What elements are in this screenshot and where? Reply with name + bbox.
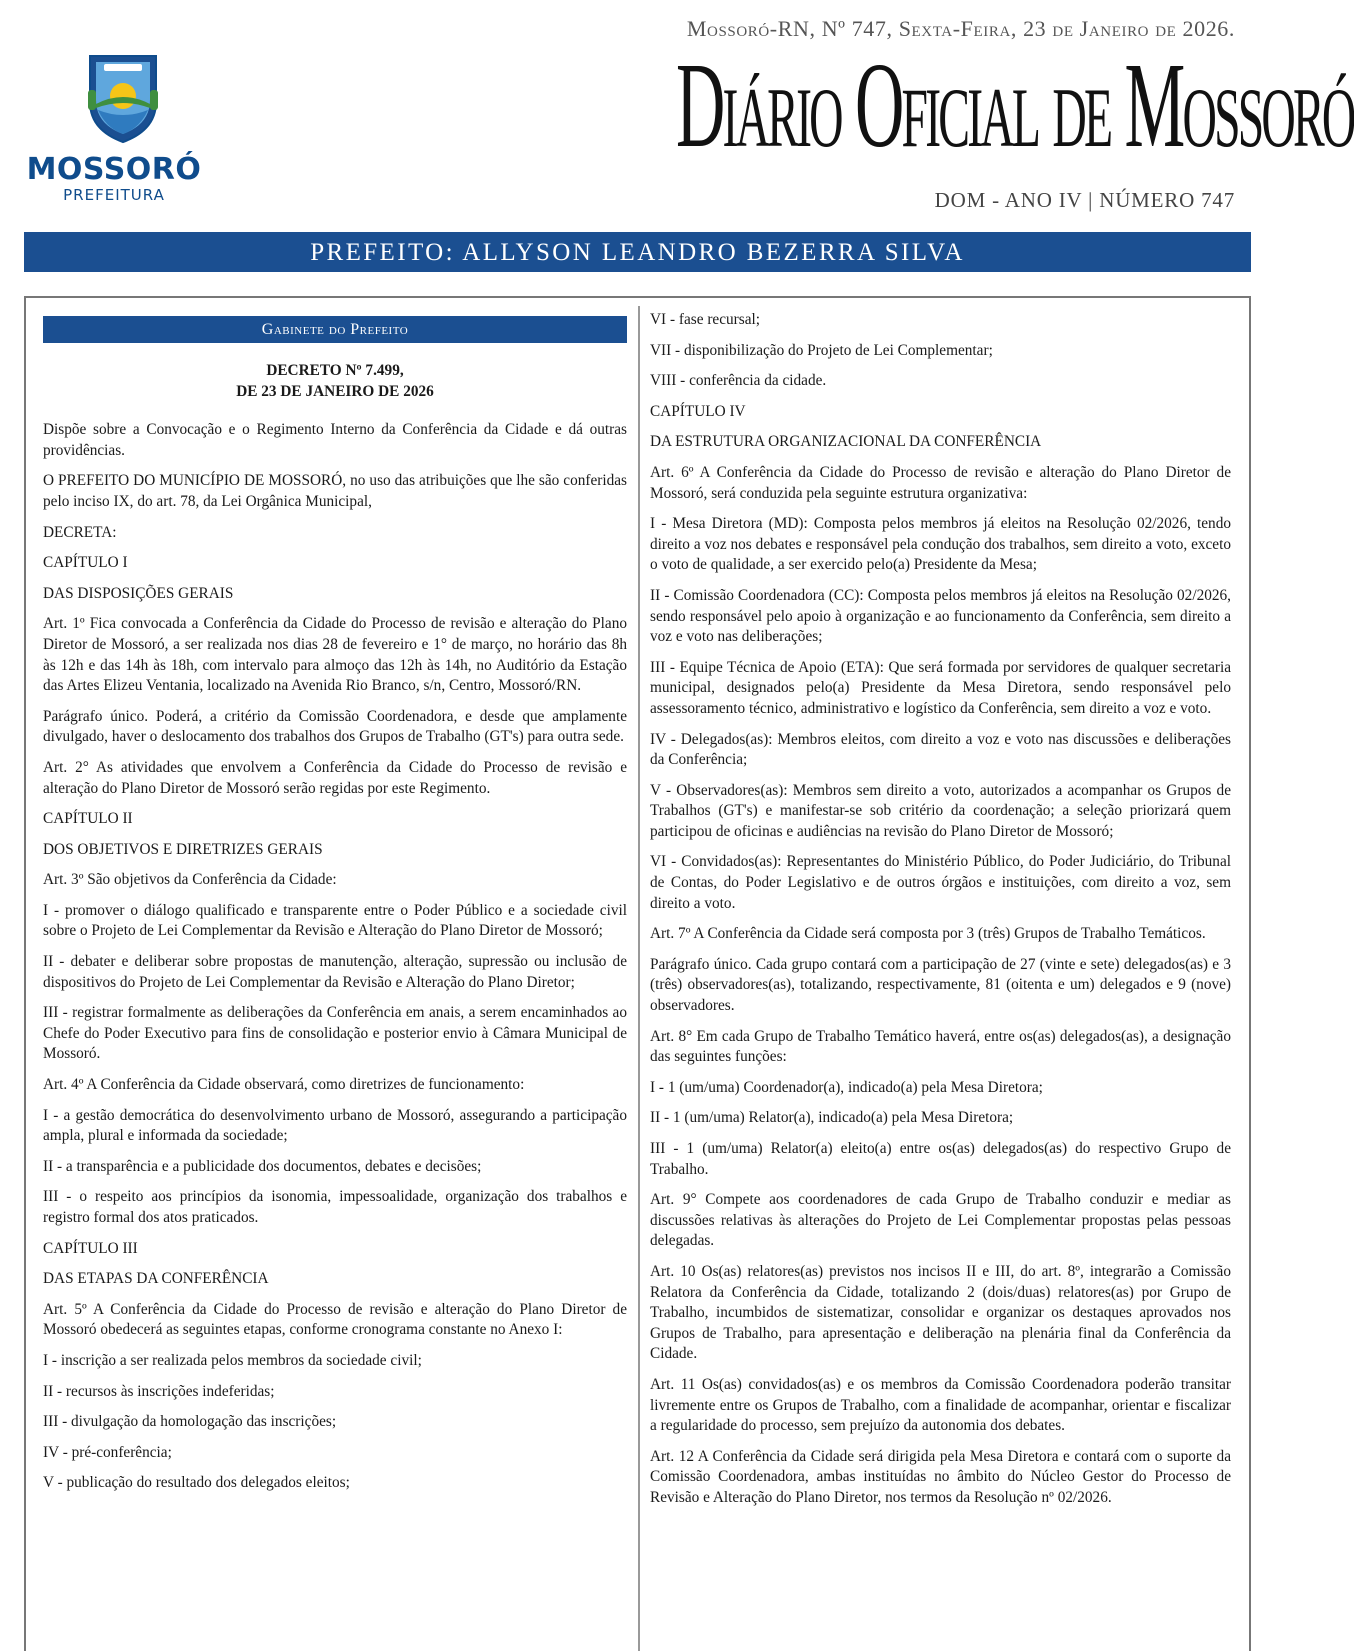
chapter-heading: CAPÍTULO I (43, 554, 128, 572)
paragraph: Art. 9° Compete aos coordenadores de cada Grupo de Trabalho conduzir e mediar as discussões relativas às alterações do Projeto de Lei Complementar propostas pelas pessoas delegadas. (650, 1191, 1231, 1250)
paragraph: VI - fase recursal; (650, 311, 760, 328)
paragraph: II - debater e deliberar sobre propostas de manutenção, alteração, supressão ou inclusão de dispositivos do Projeto de Lei Complementar da Revisão e Alteração do Plano Diretor; (43, 953, 627, 991)
paragraph: Art. 12 A Conferência da Cidade será dirigida pela Mesa Diretora e contará com o suporte da Comissão Coordenadora, ambas instituídas no âmbito do Núcleo Gestor do Processo de Revisão e Alteração do Plano Diretor, nos termos da Resolução nº 02/2026. (650, 1447, 1231, 1506)
chapter-title: DAS DISPOSIÇÕES GERAIS (43, 584, 234, 602)
decree-title (43, 361, 627, 402)
city-crest-icon (84, 50, 162, 146)
paragraph: Art. 7º A Conferência da Cidade será composta por 3 (três) Grupos de Trabalho Temáticos. (650, 925, 1206, 943)
logo-subtitle: PREFEITURA (63, 186, 165, 204)
paragraph: DECRETA: (43, 523, 117, 541)
mayor-band: PREFEITO: ALLYSON LEANDRO BEZERRA SILVA (24, 232, 1251, 272)
chapter-title: DOS OBJETIVOS E DIRETRIZES GERAIS (43, 840, 323, 858)
paragraph: I - Mesa Diretora (MD): Composta pelos membros já eleitos na Resolução 02/2026, tendo direito a voz nos debates e responsável pela condução dos trabalhos, sem direito a voto, exceto o voto de qualidade, a ser exercido pelo(a) Presidente da Mesa; (650, 515, 1231, 574)
masthead-title: Diário Oficial de Mossoró (676, 38, 1354, 173)
chapter-heading: CAPÍTULO IV (650, 402, 746, 420)
page-header (0, 0, 1354, 290)
paragraph: I - 1 (um/uma) Coordenador(a), indicado(a) pela Mesa Diretora; (650, 1078, 1043, 1096)
paragraph: Art. 2° As atividades que envolvem a Conferência da Cidade do Processo de revisão e alteração do Plano Diretor de Mossoró serão regidas por este Regimento. (43, 758, 627, 797)
paragraph: III - registrar formalmente as deliberações da Conferência em anais, a serem encaminhados ao Chefe do Poder Executivo para fins de consolidação e posterior envio à Câmara Municipal de Mossoró. (43, 1004, 627, 1063)
column-divider (638, 306, 640, 1651)
paragraph: IV - Delegados(as): Membros eleitos, com direito a voz e voto nas discussões e deliberações da Conferência; (650, 730, 1231, 769)
paragraph: V - Observadores(as): Membros sem direito a voto, autorizados a acompanhar os Grupos de Trabalhos (GT's) e manifestar-se sob critério da coordenação; a seleção priorizará quem participou de oficinas e audiências na revisão do Plano Diretor de Mossoró; (650, 781, 1231, 840)
paragraph: Parágrafo único. Poderá, a critério da Comissão Coordenadora, e desde que amplamente divulgado, haver o deslocamento dos trabalhos dos Grupos de Trabalho (GT's) para outra sede. (43, 707, 627, 746)
paragraph: V - publicação do resultado dos delegados eleitos; (43, 1474, 350, 1492)
paragraph: O PREFEITO DO MUNICÍPIO DE MOSSORÓ, no uso das atribuições que lhe são conferidas pelo inciso IX, do art. 78, da Lei Orgânica Municipal, (43, 472, 627, 510)
paragraph: Parágrafo único. Cada grupo contará com a participação de 27 (vinte e sete) delegados(as) e 3 (três) observadores(as), totalizando, respectivamente, 81 (oitenta e um) delegados e 9 (nove) observadores. (650, 955, 1231, 1015)
paragraph: VII - disponibilização do Projeto de Lei Complementar; (650, 341, 993, 359)
paragraph: III - 1 (um/uma) Relator(a) eleito(a) entre os(as) delegados(as) do respectivo Grupo de Trabalho. (650, 1140, 1231, 1178)
paragraph: Art. 4º A Conferência da Cidade observará, como diretrizes de funcionamento: (43, 1076, 525, 1094)
prefeitura-logo (26, 46, 202, 206)
paragraph: Art. 5º A Conferência da Cidade do Processo de revisão e alteração do Plano Diretor de Mossoró obedecerá as seguintes etapas, conforme cronograma constante no Anexo I: (43, 1300, 627, 1339)
chapter-heading: CAPÍTULO II (43, 810, 133, 828)
left-column (43, 304, 627, 1504)
right-column (650, 310, 1231, 1519)
paragraph: II - recursos às inscrições indeferidas; (43, 1382, 275, 1400)
paragraph: I - inscrição a ser realizada pelos membros da sociedade civil; (43, 1351, 422, 1369)
edition-number: DOM - ANO IV | NÚMERO 747 (934, 188, 1235, 212)
paragraph: VI - Convidados(as): Representantes do Ministério Público, do Poder Judiciário, do Tribunal de Contas, do Poder Legislativo e de outros órgãos e instituições, com direito a voz, sem direito a voto. (650, 853, 1231, 912)
chapter-title: DA ESTRUTURA ORGANIZACIONAL DA CONFERÊNCIA (650, 433, 1042, 451)
paragraph: Art. 1º Fica convocada a Conferência da Cidade do Processo de revisão e alteração do Plano Diretor de Mossoró, a ser realizada nos dias 28 de fevereiro e 1° de março, no horário das 8h às 12h e das 14h às 18h, com intervalo para almoço das 12h às 14h, no Auditório da Estação das Artes Elizeu Ventania, localizado na Avenida Rio Branco, s/n, Centro, Mossoró/RN. (43, 615, 627, 695)
paragraph: III - Equipe Técnica de Apoio (ETA): Que será formada por servidores de qualquer secretaria municipal, designados pelo(a) Presidente da Mesa Diretora, sendo responsável pelo assessoramento técnico, administrativo e logístico da Conferência, sem direito a voz e voto. (650, 658, 1231, 717)
logo-title: MOSSORÓ (26, 152, 202, 187)
paragraph: Art. 3º São objetivos da Conferência da Cidade: (43, 871, 337, 889)
decree-number: DECRETO Nº 7.499, (266, 362, 404, 379)
paragraph: III - o respeito aos princípios da isonomia, impessoalidade, organização dos trabalhos e registro formal dos atos praticados. (43, 1188, 627, 1226)
paragraph: III - divulgação da homologação das inscrições; (43, 1413, 337, 1431)
paragraph: II - 1 (um/uma) Relator(a), indicado(a) pela Mesa Diretora; (650, 1109, 1014, 1127)
chapter-heading: CAPÍTULO III (43, 1239, 138, 1257)
paragraph: Art. 6º A Conferência da Cidade do Processo de revisão e alteração do Plano Diretor de Mossoró, será conduzida pela seguinte estrutura organizativa: (650, 463, 1231, 502)
issue-line: Mossoró-RN, Nº 747, Sexta-Feira, 23 de Janeiro de 2026. (686, 16, 1235, 41)
paragraph: II - a transparência e a publicidade dos documentos, debates e decisões; (43, 1157, 482, 1175)
paragraph: Art. 11 Os(as) convidados(as) e os membros da Comissão Coordenadora poderão transitar livremente entre os Grupos de Trabalho, com a finalidade de acompanhar, orientar e fiscalizar a regularidade do processo, sem prejuízo da autonomia dos debates. (650, 1375, 1231, 1435)
paragraph: II - Comissão Coordenadora (CC): Composta pelos membros já eleitos na Resolução 02/2026, sendo responsável pelo apoio à organização e ao funcionamento da Conferência, sem direito a voz e voto nas deliberações; (650, 586, 1231, 646)
chapter-title: DAS ETAPAS DA CONFERÊNCIA (43, 1270, 269, 1288)
section-band: Gabinete do Prefeito (43, 316, 627, 343)
decree-date: DE 23 DE JANEIRO DE 2026 (236, 382, 434, 400)
paragraph: Art. 10 Os(as) relatores(as) previstos nos incisos II e III, do art. 8º, integrarão a Comissão Relatora da Conferência da Cidade, totalizando 2 (dois/duas) relatores(as) por Grupo de Trabalho, incumbidos de sistematizar, consolidar e organizar os destaques aprovados nos Grupos de Trabalho, para apresentação e deliberação na plenária final da Conferência da Cidade. (650, 1262, 1231, 1363)
paragraph: Art. 8° Em cada Grupo de Trabalho Temático haverá, entre os(as) delegados(as), a designação das seguintes funções: (650, 1027, 1231, 1066)
paragraph: VIII - conferência da cidade. (650, 372, 827, 390)
paragraph: Dispõe sobre a Convocação e o Regimento Interno da Conferência da Cidade e dá outras providências. (43, 421, 627, 459)
paragraph: I - promover o diálogo qualificado e transparente entre o Poder Público e a sociedade civil sobre o Projeto de Lei Complementar da Revisão e Alteração do Plano Diretor de Mossoró; (43, 901, 627, 940)
paragraph: I - a gestão democrática do desenvolvimento urbano de Mossoró, assegurando a participação ampla, plural e informada da sociedade; (43, 1106, 627, 1145)
paragraph: IV - pré-conferência; (43, 1443, 172, 1461)
